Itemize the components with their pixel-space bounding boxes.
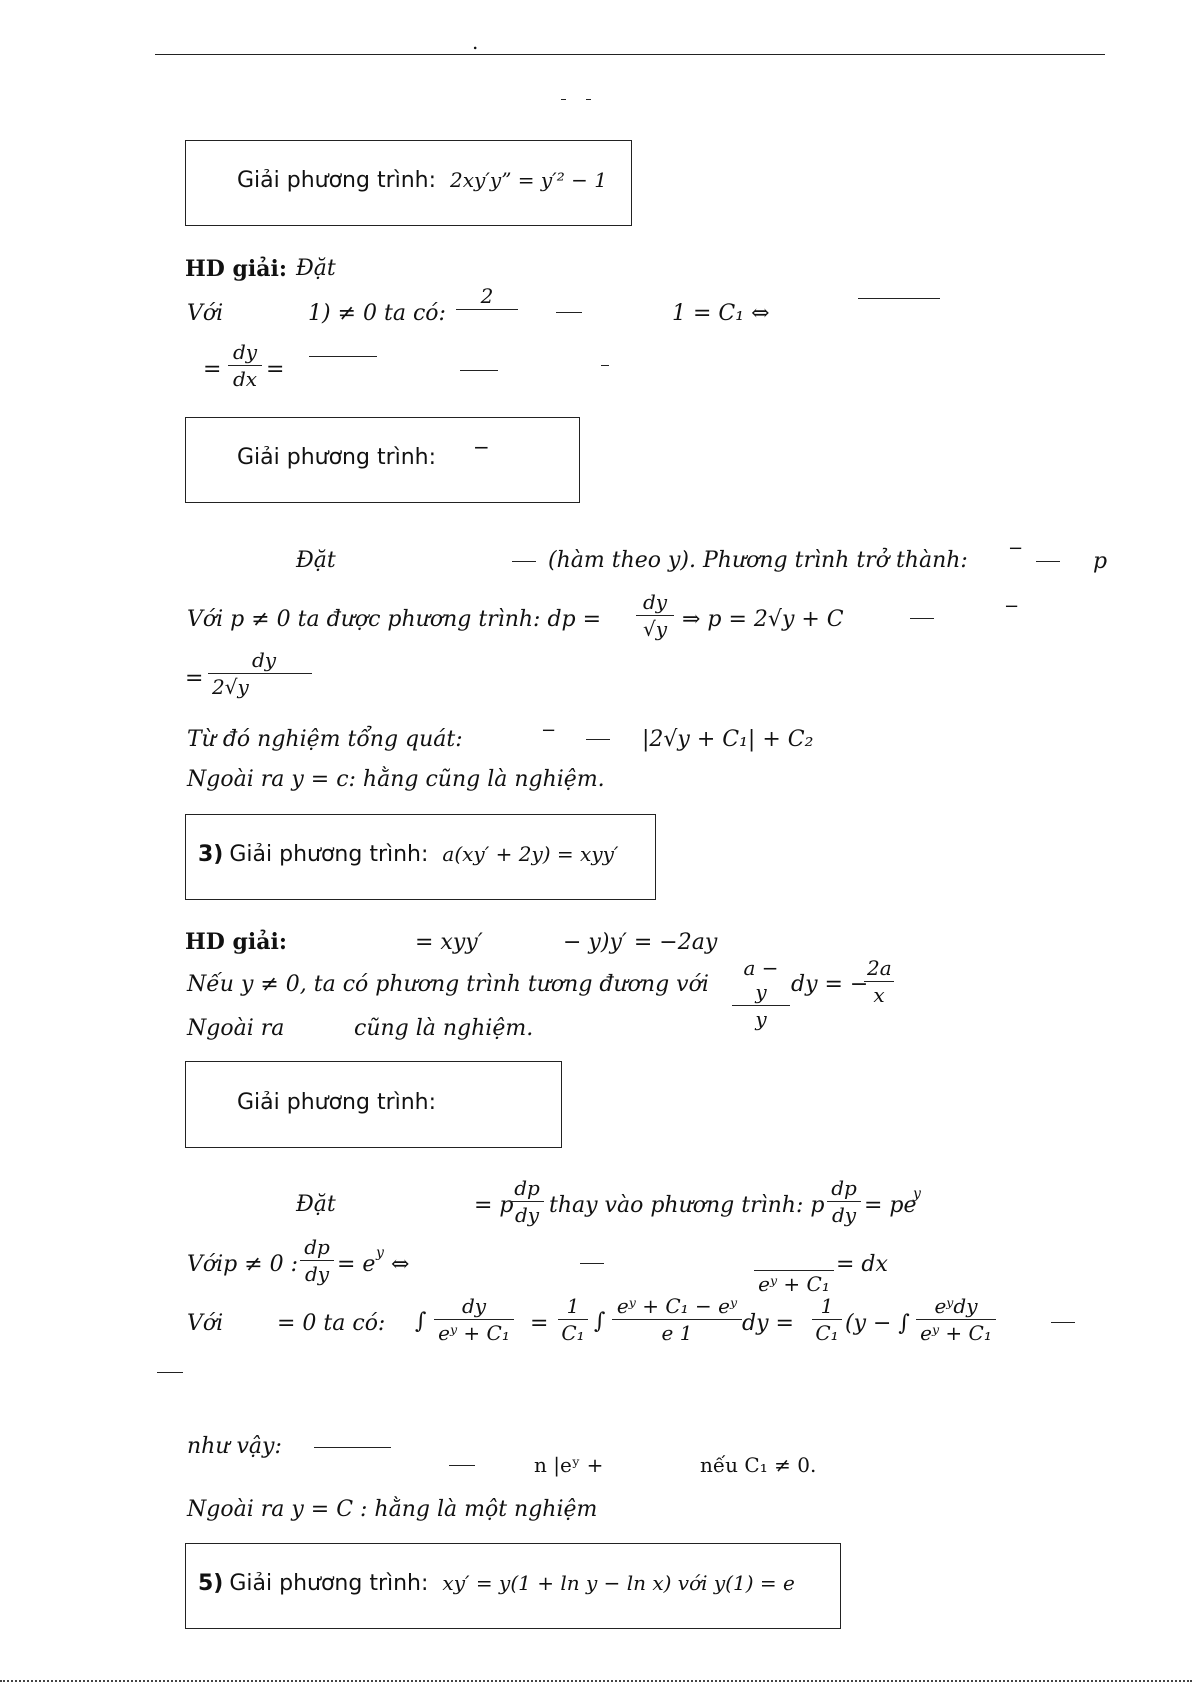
case-text: Vớip ≠ 0 :	[187, 1252, 299, 1277]
result-text: ⇒ p = 2√y + C	[682, 607, 844, 632]
conclusion-text: như vậy:	[187, 1434, 282, 1459]
problem-label-5	[198, 1571, 795, 1596]
equation-suffix: =	[266, 357, 285, 382]
problem-label-2	[237, 445, 436, 470]
equation-text: − y)y′ = −2ay	[563, 930, 718, 955]
fraction-bar	[449, 1465, 475, 1466]
problem-formula: a(xy′ + 2y) = xyy′	[442, 842, 619, 866]
fraction-bar	[586, 739, 610, 740]
problem-label-text: Giải phương trình:	[237, 445, 437, 470]
fraction-bar	[580, 1263, 604, 1264]
condition-text: = 0 ta có:	[277, 1311, 386, 1336]
problem-label-text: Giải phương trình:	[229, 1571, 429, 1596]
fraction: $\frac{dy}{2√y}$	[208, 648, 312, 699]
equation-prefix: =	[203, 357, 222, 382]
fraction-bar	[858, 298, 940, 299]
equals-sign: =	[530, 1311, 549, 1336]
substitution-text: thay vào phương trình: p	[549, 1193, 825, 1218]
problem-formula: xy′ = y(1 + ln y − ln x) với y(1) = e	[442, 1571, 795, 1595]
fraction-bar	[556, 312, 582, 313]
derivative-fraction: $\frac{dy}{dx}$	[228, 340, 262, 391]
additional-solution-text: Ngoài ra y = C : hằng là một nghiệm	[187, 1497, 598, 1522]
dat-text: Đặt	[296, 548, 336, 573]
fraction: eʸ + C₁	[754, 1245, 834, 1296]
integral-sign: ∫	[415, 1309, 427, 1334]
equation-text: = p	[474, 1193, 514, 1218]
fraction: $\frac{dy}{√y}$	[636, 590, 674, 641]
fraction: $\frac{1}{\text{C₁}}$	[812, 1294, 842, 1345]
problem-label-text: Giải phương trình:	[237, 168, 437, 193]
hd-heading: HD giải:	[185, 256, 287, 282]
equation-text: = dx	[836, 1252, 888, 1277]
derivative-fraction: $\frac{dp}{dy}$	[827, 1176, 861, 1227]
dat-text: Đặt	[296, 1192, 336, 1217]
dat-text: Đặt	[296, 256, 336, 281]
substitution-text: (hàm theo y). Phương trình trở thành:	[548, 548, 968, 573]
problem-label-3	[198, 842, 618, 867]
iff-symbol: ⇔	[391, 1252, 410, 1277]
fraction: 2	[456, 284, 518, 335]
minus-mark: −	[1004, 596, 1020, 617]
additional-solution-text: Ngoài ra y = c: hằng cũng là nghiệm.	[187, 767, 605, 792]
equation-text: dy = −	[791, 972, 869, 997]
equation-prefix: =	[185, 666, 204, 691]
minus-mark: −	[541, 720, 557, 741]
problem-label-4	[237, 1090, 450, 1115]
problem-number: 3)	[198, 842, 224, 867]
header-dash-a	[561, 99, 566, 100]
fraction: eʸdy eʸ + C₁	[916, 1294, 996, 1345]
equation-text: = xyy′	[415, 930, 483, 955]
equation-text: (y − ∫	[845, 1311, 910, 1336]
fraction: $\frac{a - y}{y}$	[732, 956, 790, 1031]
header-mark: .	[472, 30, 479, 54]
case-text: Nếu y ≠ 0, ta có phương trình tương đương với	[187, 972, 709, 997]
exponent: y	[376, 1245, 384, 1261]
equation-text: = pe	[864, 1193, 917, 1218]
problem-label-text: Giải phương trình:	[237, 1090, 437, 1115]
additional-solution-text: Ngoài ra	[187, 1016, 285, 1041]
problem-formula: −	[473, 435, 490, 459]
fraction-bar	[1051, 1322, 1075, 1323]
voi-text: Với	[187, 1311, 224, 1336]
fraction: $\frac{1}{\text{C₁}}$	[558, 1294, 588, 1345]
integral-sign: ∫	[594, 1309, 606, 1334]
problem-label-text: Giải phương trình:	[229, 842, 429, 867]
general-solution-rhs: |2√y + C₁| + C₂	[642, 727, 814, 752]
voi-text: Với	[187, 301, 224, 326]
fraction-bar	[314, 1447, 391, 1448]
minus-mark	[601, 365, 609, 366]
problem-number: 5)	[198, 1571, 224, 1596]
fraction-bar	[157, 1372, 183, 1373]
fraction: $\frac{dy}{\text{eʸ + C₁}}$	[434, 1294, 514, 1345]
header-dash-b	[586, 99, 591, 100]
problem-formula: 2xy′y” = y′² − 1	[450, 168, 607, 192]
minus-mark: −	[1008, 538, 1024, 559]
fraction-bar	[309, 356, 377, 357]
equation-text: 1 = C₁ ⇔	[672, 301, 770, 326]
general-solution-text: Từ đó nghiệm tổng quát:	[187, 727, 463, 752]
fraction-bar	[1036, 561, 1060, 562]
fraction-bar	[460, 370, 498, 371]
fraction-bar	[512, 561, 536, 562]
header-rule	[155, 54, 1105, 55]
page-bottom-border	[0, 1680, 1192, 1682]
condition-text: nếu C₁ ≠ 0.	[700, 1453, 817, 1477]
condition-text: 1) ≠ 0 ta có:	[308, 301, 446, 326]
equation-text: = e	[337, 1252, 376, 1277]
log-term: n |eʸ +	[534, 1453, 604, 1477]
derivative-fraction: $\frac{dp}{dy}$	[510, 1176, 544, 1227]
derivative-fraction: $\frac{dp}{dy}$	[300, 1235, 334, 1286]
variable-p: p	[1093, 549, 1108, 574]
hd-heading: HD giải:	[185, 929, 287, 955]
fraction: $\frac{\text{eʸ + C₁ − eʸ}}{e 1}$	[612, 1294, 742, 1345]
fraction: $\frac{2a}{x}$	[864, 956, 894, 1007]
fraction-bar	[910, 618, 934, 619]
exponent: y	[913, 1186, 921, 1202]
problem-label-1	[237, 168, 607, 193]
equation-text: dy =	[742, 1311, 794, 1336]
additional-solution-text: cũng là nghiệm.	[354, 1016, 534, 1041]
case-text: Với p ≠ 0 ta được phương trình: dp =	[187, 607, 602, 632]
